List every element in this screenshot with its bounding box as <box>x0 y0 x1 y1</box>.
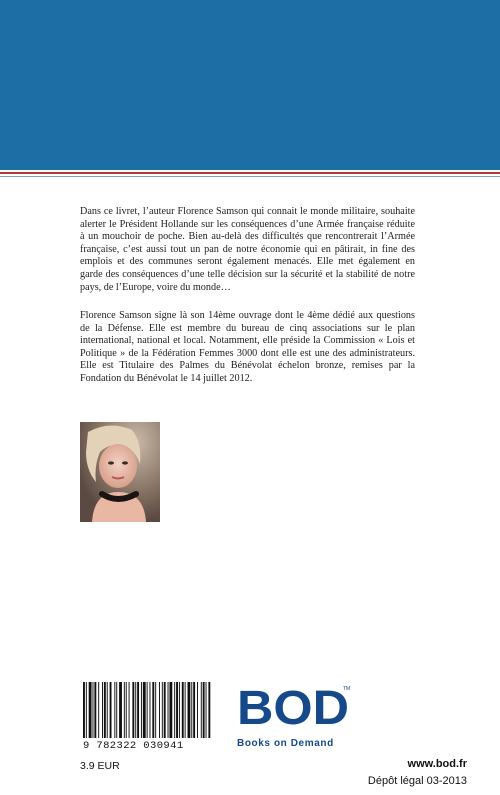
red-divider-line <box>0 172 500 174</box>
barcode-bar <box>164 682 166 738</box>
legal-deposit: Dépôt légal 03-2013 <box>367 775 467 787</box>
blue-divider-line <box>0 176 500 177</box>
description-paragraph: Dans ce livret, l’auteur Florence Samson qui connait le monde militaire, souhaite alerter le Président Hollande sur les conséquences d’une Armée française réduite à un mouchoir de poche. Bien au-delà des difficultés que rencontrerait l’Armée française, c’est aussi tout un pan de notre économie qui en pâtirait, in fine des emplois et des communes seront également menacés. Elle met également en garde des conséquences d’une telle décision sur la sécurité et la stabilité de notre pays, de l’Europe, voire du monde… <box>80 206 415 293</box>
barcode-bar <box>89 682 92 738</box>
barcode-bar <box>174 682 175 738</box>
publisher-tagline: Books on Demand <box>237 738 334 749</box>
barcode-bar <box>104 682 106 738</box>
barcode-bar <box>168 682 169 738</box>
barcode-bar <box>208 682 210 738</box>
barcode-bar <box>191 682 192 738</box>
barcode-bar <box>152 682 154 738</box>
barcode-bar <box>155 682 156 738</box>
barcode <box>80 680 213 740</box>
barcode-bar <box>188 682 191 738</box>
barcode-bar <box>193 682 195 738</box>
isbn-number: 9 782322 030941 <box>83 740 184 752</box>
author-bio-paragraph: Florence Samson signe là son 14ème ouvrage dont le 4ème dédié aux questions de la Défense. Elle est membre du bureau de cinq associations sur le plan international, national et local. Notamment, elle préside la Commission « Lois et Politique » de la Fédération Femmes 3000 dont elle est une des administrateurs. Elle est Titulaire des Palmes du Bénévolat échelon bronze, remises par la Fondation du Bénévolat le 14 juillet 2012. <box>80 310 415 384</box>
barcode-bar <box>141 682 142 738</box>
barcode-bar <box>182 682 184 738</box>
author-photo <box>80 422 160 522</box>
barcode-bar <box>159 682 160 738</box>
barcode-bar <box>176 682 178 738</box>
barcode-bar <box>94 682 96 738</box>
barcode-bar <box>116 682 117 738</box>
barcode-bar <box>124 682 125 738</box>
bod-logo-text: BOD <box>237 682 349 728</box>
barcode-bar <box>185 682 186 738</box>
barcode-bar <box>137 682 139 738</box>
publisher-website: www.bod.fr <box>407 758 467 770</box>
barcode-bar <box>86 682 87 738</box>
barcode-bar <box>107 682 108 738</box>
barcode-bar <box>132 682 134 738</box>
barcode-bar <box>126 682 127 738</box>
barcode-bar <box>162 682 163 738</box>
barcode-bar <box>110 682 112 738</box>
barcode-bar <box>114 682 115 738</box>
price-label: 3.9 EUR <box>80 760 120 772</box>
barcode-bar <box>98 682 99 738</box>
barcode-bar <box>102 682 103 738</box>
trademark-mark: TM <box>343 686 351 692</box>
barcode-bar <box>93 682 94 738</box>
barcode-bar <box>150 682 151 738</box>
barcode-bar <box>169 682 172 738</box>
bod-logo <box>237 682 357 728</box>
barcode-bar <box>201 682 202 738</box>
barcode-bar <box>206 682 207 738</box>
barcode-bar <box>129 682 130 738</box>
barcode-bar <box>143 682 146 738</box>
barcode-bar <box>135 682 136 738</box>
barcode-bar <box>197 682 198 738</box>
barcode-bar <box>83 682 85 738</box>
barcode-bar <box>147 682 148 738</box>
barcode-bar <box>203 682 205 738</box>
barcode-bar <box>119 682 122 738</box>
cover-top-band <box>0 0 500 170</box>
barcode-bar <box>179 682 180 738</box>
